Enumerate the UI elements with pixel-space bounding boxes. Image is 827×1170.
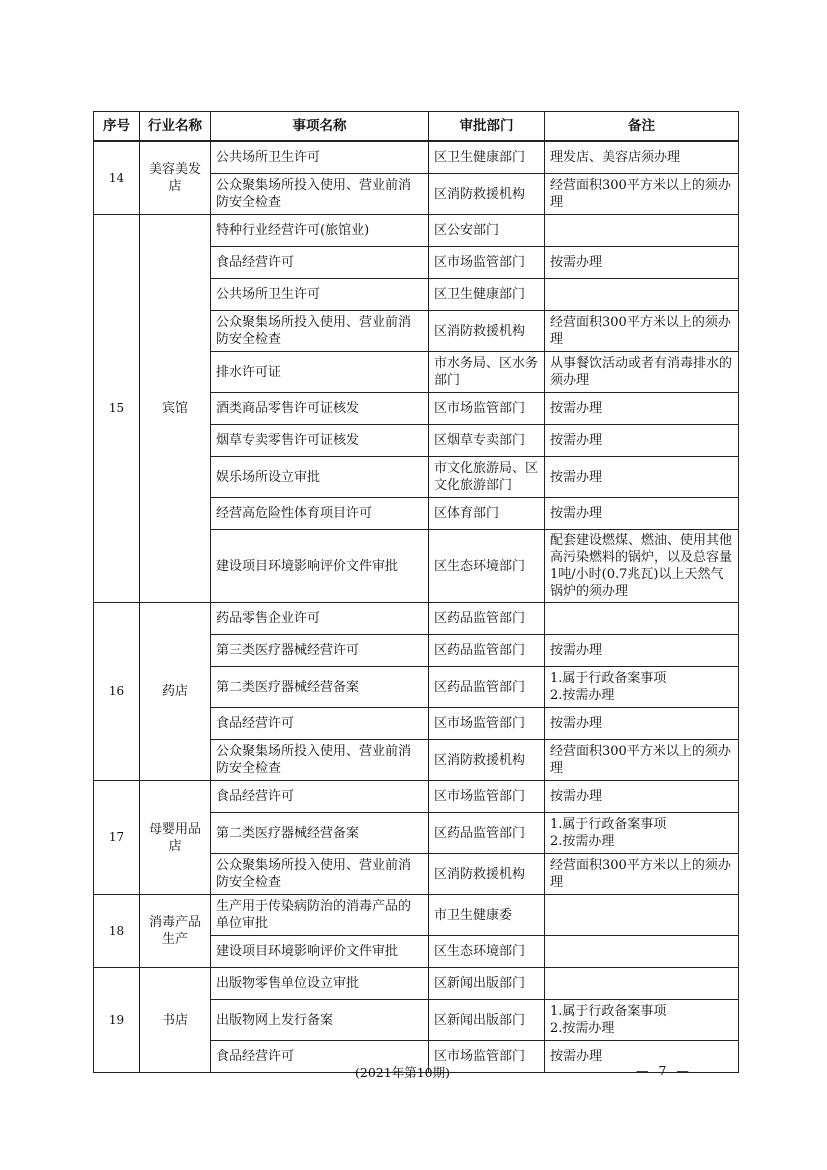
cell-dept: 区生态环境部门 (429, 530, 545, 603)
cell-item: 特种行业经营许可(旅馆业) (211, 215, 429, 247)
cell-dept: 区体育部门 (429, 498, 545, 530)
cell-item: 第三类医疗器械经营许可 (211, 635, 429, 667)
cell-item: 公众聚集场所投入使用、营业前消防安全检查 (211, 174, 429, 215)
cell-dept: 区药品监管部门 (429, 667, 545, 708)
header-no: 序号 (94, 112, 140, 142)
cell-dept: 区消防救援机构 (429, 174, 545, 215)
items-table (93, 111, 739, 1073)
cell-no: 14 (94, 141, 140, 215)
cell-no: 18 (94, 895, 140, 968)
header-note: 备注 (545, 112, 739, 142)
cell-item: 娱乐场所设立审批 (211, 457, 429, 498)
cell-dept: 区药品监管部门 (429, 813, 545, 854)
table-row (94, 895, 739, 936)
cell-industry: 美容美发店 (140, 141, 211, 215)
cell-note: 按需办理 (545, 457, 739, 498)
cell-note (545, 279, 739, 311)
cell-dept: 区卫生健康部门 (429, 141, 545, 174)
cell-item: 食品经营许可 (211, 708, 429, 740)
cell-item: 公众聚集场所投入使用、营业前消防安全检查 (211, 854, 429, 895)
cell-dept: 区市场监管部门 (429, 393, 545, 425)
cell-note: 按需办理 (545, 247, 739, 279)
cell-item: 生产用于传染病防治的消毒产品的单位审批 (211, 895, 429, 936)
cell-dept: 区生态环境部门 (429, 936, 545, 968)
cell-dept: 区公安部门 (429, 215, 545, 247)
cell-note (545, 895, 739, 936)
cell-no: 17 (94, 781, 140, 895)
cell-industry: 消毒产品生产 (140, 895, 211, 968)
header-item: 事项名称 (211, 112, 429, 142)
cell-item: 食品经营许可 (211, 781, 429, 813)
cell-note: 经营面积300平方米以上的须办理 (545, 311, 739, 352)
cell-item: 药品零售企业许可 (211, 603, 429, 635)
table-header-row (94, 112, 739, 142)
cell-item: 第二类医疗器械经营备案 (211, 813, 429, 854)
cell-note: 从事餐饮活动或者有消毒排水的须办理 (545, 352, 739, 393)
cell-dept: 区市场监管部门 (429, 1041, 545, 1073)
cell-item: 公众聚集场所投入使用、营业前消防安全检查 (211, 311, 429, 352)
cell-note: 配套建设燃煤、燃油、使用其他高污染燃料的锅炉，以及总容量1吨/小时(0.7兆瓦)以上天然气锅炉的须办理 (545, 530, 739, 603)
table-row (94, 781, 739, 813)
cell-no: 16 (94, 603, 140, 781)
cell-item: 建设项目环境影响评价文件审批 (211, 936, 429, 968)
cell-industry: 药店 (140, 603, 211, 781)
cell-note: 按需办理 (545, 635, 739, 667)
cell-note: 按需办理 (545, 425, 739, 457)
cell-item: 食品经营许可 (211, 247, 429, 279)
cell-note: 1.属于行政备案事项 2.按需办理 (545, 667, 739, 708)
cell-item: 公共场所卫生许可 (211, 141, 429, 174)
cell-note (545, 936, 739, 968)
cell-item: 建设项目环境影响评价文件审批 (211, 530, 429, 603)
cell-dept: 区市场监管部门 (429, 247, 545, 279)
cell-item: 排水许可证 (211, 352, 429, 393)
cell-industry: 宾馆 (140, 215, 211, 603)
cell-item: 公共场所卫生许可 (211, 279, 429, 311)
cell-industry: 母婴用品店 (140, 781, 211, 895)
cell-item: 公众聚集场所投入使用、营业前消防安全检查 (211, 740, 429, 781)
cell-industry: 书店 (140, 968, 211, 1073)
issue-label: (2021年第10期) (355, 1065, 450, 1080)
cell-no: 19 (94, 968, 140, 1073)
cell-note (545, 215, 739, 247)
page-number: — 7 — (636, 1063, 692, 1078)
cell-note (545, 603, 739, 635)
cell-dept: 区卫生健康部门 (429, 279, 545, 311)
cell-item: 出版物网上发行备案 (211, 1000, 429, 1041)
cell-note: 按需办理 (545, 1041, 739, 1073)
cell-note: 理发店、美容店须办理 (545, 141, 739, 174)
cell-dept: 区市场监管部门 (429, 781, 545, 813)
table-body (94, 141, 739, 1073)
table-row (94, 141, 739, 174)
cell-note: 1.属于行政备案事项 2.按需办理 (545, 813, 739, 854)
cell-note: 经营面积300平方米以上的须办理 (545, 174, 739, 215)
cell-note: 经营面积300平方米以上的须办理 (545, 854, 739, 895)
cell-dept: 区消防救援机构 (429, 740, 545, 781)
cell-no: 15 (94, 215, 140, 603)
cell-dept: 区药品监管部门 (429, 635, 545, 667)
cell-item: 酒类商品零售许可证核发 (211, 393, 429, 425)
cell-dept: 区消防救援机构 (429, 854, 545, 895)
cell-dept: 区消防救援机构 (429, 311, 545, 352)
cell-dept: 市卫生健康委 (429, 895, 545, 936)
cell-dept: 市文化旅游局、区文化旅游部门 (429, 457, 545, 498)
cell-dept: 区烟草专卖部门 (429, 425, 545, 457)
cell-note: 按需办理 (545, 498, 739, 530)
cell-item: 经营高危险性体育项目许可 (211, 498, 429, 530)
table-row (94, 215, 739, 247)
cell-dept: 区新闻出版部门 (429, 1000, 545, 1041)
cell-note: 经营面积300平方米以上的须办理 (545, 740, 739, 781)
cell-note: 按需办理 (545, 708, 739, 740)
cell-note: 按需办理 (545, 781, 739, 813)
cell-dept: 区新闻出版部门 (429, 968, 545, 1000)
cell-item: 第二类医疗器械经营备案 (211, 667, 429, 708)
cell-dept: 区市场监管部门 (429, 708, 545, 740)
cell-note: 按需办理 (545, 393, 739, 425)
cell-dept: 区药品监管部门 (429, 603, 545, 635)
header-dept: 审批部门 (429, 112, 545, 142)
table-row (94, 968, 739, 1000)
cell-item: 烟草专卖零售许可证核发 (211, 425, 429, 457)
table-row (94, 603, 739, 635)
cell-note: 1.属于行政备案事项 2.按需办理 (545, 1000, 739, 1041)
cell-item: 出版物零售单位设立审批 (211, 968, 429, 1000)
header-industry: 行业名称 (140, 112, 211, 142)
cell-dept: 市水务局、区水务部门 (429, 352, 545, 393)
cell-note (545, 968, 739, 1000)
cell-item: 食品经营许可 (211, 1041, 429, 1073)
